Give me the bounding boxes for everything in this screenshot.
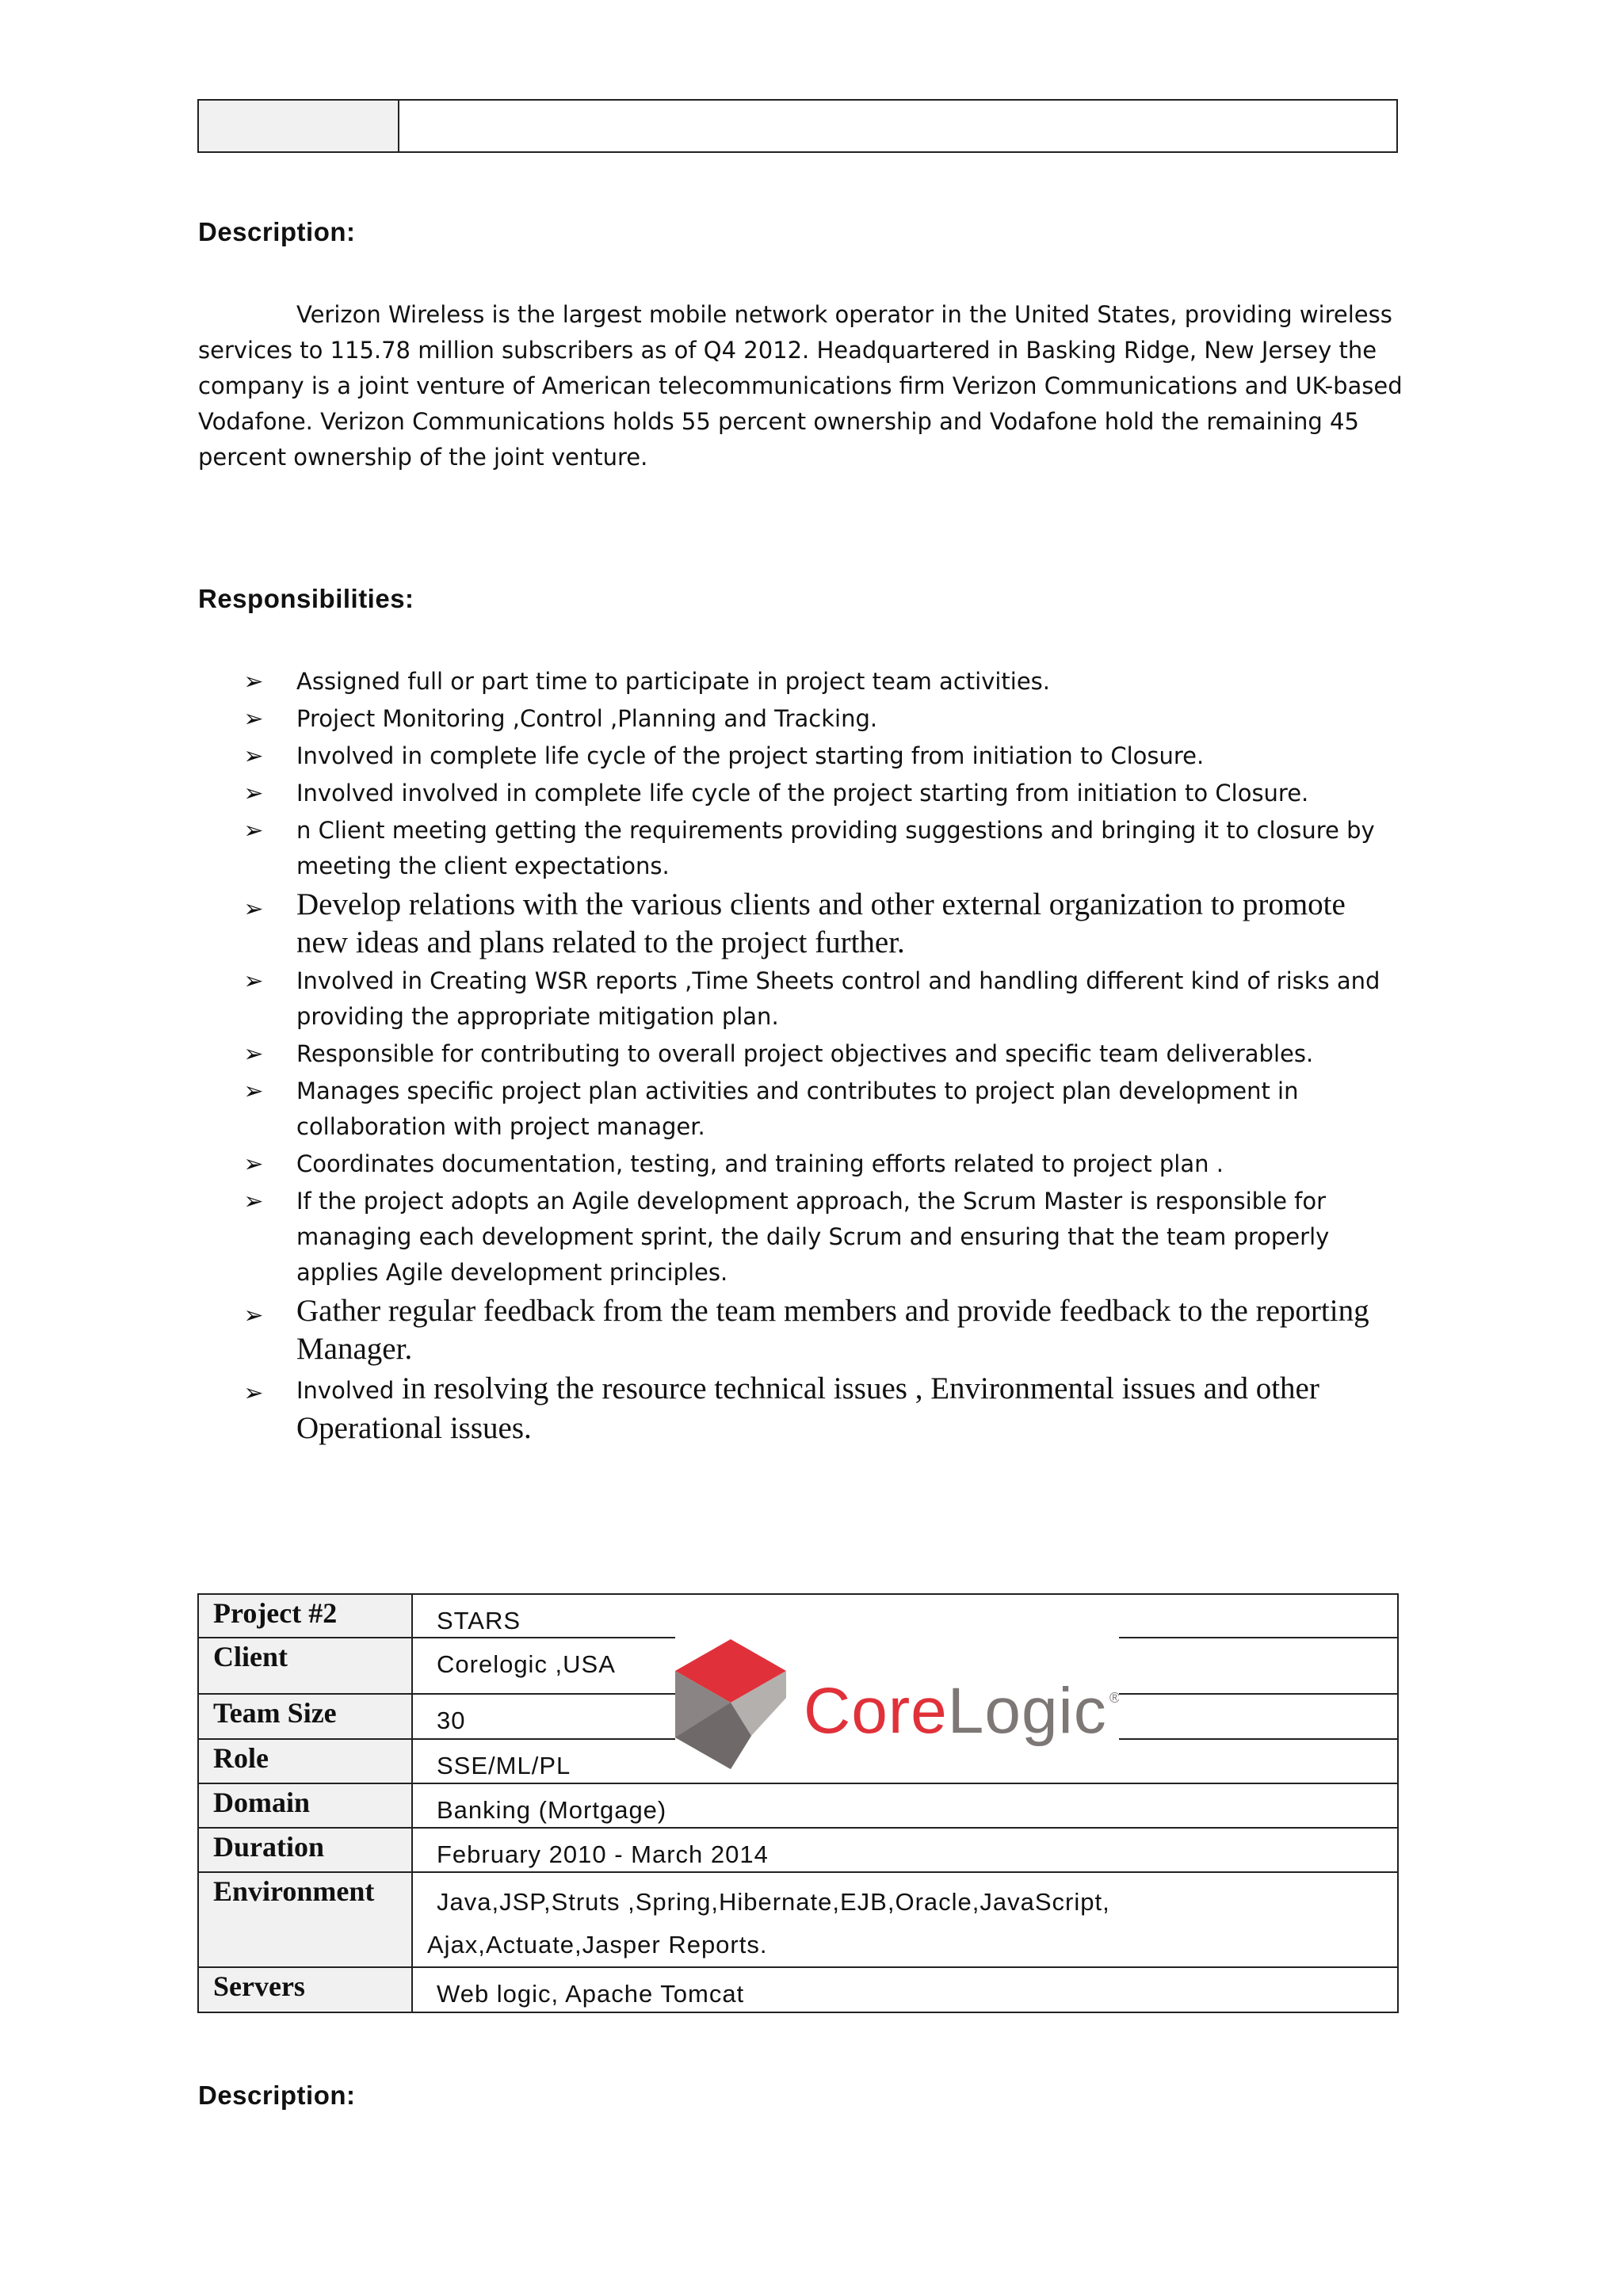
list-item-text: n Client meeting getting the requirements providing suggestions and bringing it to closure by meeting the client expectations.: [296, 817, 1375, 879]
list-item: [242, 886, 1399, 962]
list-item-text: Involved in complete life cycle of the project starting from initiation to Closure.: [296, 742, 1205, 769]
list-item-text: Gather regular feedback from the team members and provide feedback to the reporting Manager.: [296, 1294, 1369, 1366]
project-label: Project #2: [198, 1594, 412, 1638]
project-value: STARS: [412, 1594, 1398, 1638]
top-table-label-cell: [199, 101, 399, 151]
list-item: [242, 813, 1399, 884]
logo-wordmark: [804, 1675, 1107, 1747]
arrow-bullet-icon: ➢: [243, 1302, 264, 1329]
duration-value: February 2010 - March 2014: [412, 1828, 1398, 1872]
list-item: [242, 738, 1399, 774]
corelogic-logo: [675, 1634, 1119, 1769]
servers-label: Servers: [198, 1967, 412, 2012]
table-row: [198, 1783, 1398, 1828]
arrow-bullet-icon: ➢: [243, 1040, 264, 1068]
role-value: SSE/ML/PL: [412, 1739, 1398, 1783]
registered-mark-icon: ®: [1109, 1690, 1119, 1706]
list-item-text: Develop relations with the various clients and other external organization to promote new ideas and plans related to the project further.: [296, 887, 1346, 959]
corelogic-logo-image: [675, 1634, 1119, 1769]
table-row: [198, 1828, 1398, 1872]
list-item: [242, 1184, 1399, 1291]
list-item: [242, 1074, 1399, 1145]
list-item-text-small: Involved: [296, 1377, 395, 1404]
table-row: [198, 1967, 1398, 2012]
list-item-text: Involved involved in complete life cycle of the project starting from initiation to Closure.: [296, 780, 1309, 807]
arrow-bullet-icon: ➢: [243, 705, 264, 733]
list-item-text: Responsible for contributing to overall project objectives and specific team deliverables.: [296, 1040, 1314, 1067]
client-label: Client: [198, 1638, 412, 1694]
list-item: [242, 701, 1399, 737]
list-item-text: If the project adopts an Agile development approach, the Scrum Master is responsible for managing each development sprint, the daily Scrum and ensuring that the team properly applies Agile development principles.: [296, 1188, 1330, 1286]
arrow-bullet-icon: ➢: [243, 895, 264, 923]
top-table-value-cell: [399, 101, 1396, 151]
top-table-fragment: [197, 99, 1398, 153]
domain-value: Banking (Mortgage): [412, 1783, 1398, 1828]
environment-line-2: Ajax,Actuate,Jasper Reports.: [427, 1931, 768, 1958]
client-value: Corelogic ,USA: [412, 1638, 1398, 1694]
list-item: [242, 664, 1399, 700]
environment-label: Environment: [198, 1872, 412, 1967]
arrow-bullet-icon: ➢: [243, 780, 264, 807]
arrow-bullet-icon: ➢: [243, 1150, 264, 1178]
arrow-bullet-icon: ➢: [243, 967, 264, 995]
duration-label: Duration: [198, 1828, 412, 1872]
list-item: [242, 1036, 1399, 1072]
table-row: [198, 1872, 1398, 1967]
list-item: [242, 1292, 1399, 1368]
list-item-text: Project Monitoring ,Control ,Planning and Tracking.: [296, 705, 878, 732]
environment-value: [412, 1872, 1398, 1967]
domain-label: Domain: [198, 1783, 412, 1828]
arrow-bullet-icon: ➢: [243, 668, 264, 696]
environment-line-1: Java,JSP,Struts ,Spring,Hibernate,EJB,Oracle,JavaScript,: [437, 1888, 1110, 1916]
logo-word-logic: Logic: [947, 1675, 1107, 1747]
list-item-text: Manages specific project plan activities and contributes to project plan development in collaboration with project manager.: [296, 1077, 1299, 1140]
table-row: [198, 1594, 1398, 1638]
list-item: [242, 776, 1399, 811]
list-item-text: Involved in Creating WSR reports ,Time Sheets control and handling different kind of risks and providing the appropriate mitigation plan.: [296, 967, 1381, 1030]
description-heading: Description:: [198, 217, 356, 246]
description-text: Verizon Wireless is the largest mobile network operator in the United States, providing wireless services to 115.78 million subscribers as of Q4 2012. Headquartered in Basking Ridge, New Jersey the company is a joint venture of American telecommunications firm Verizon Communications and UK-based Vodafone. Verizon Communications holds 55 percent ownership and Vodafone hold the remaining 45 percent ownership of the joint venture.: [198, 301, 1403, 471]
arrow-bullet-icon: ➢: [243, 742, 264, 770]
list-item: [242, 1370, 1399, 1447]
list-item: [242, 1146, 1399, 1182]
logo-word-core: Core: [804, 1675, 948, 1747]
description-paragraph: [198, 297, 1403, 475]
arrow-bullet-icon: ➢: [243, 1379, 264, 1407]
responsibilities-list: [242, 664, 1399, 1449]
team-size-value: 30: [412, 1694, 1398, 1739]
servers-value: Web logic, Apache Tomcat: [412, 1967, 1398, 2012]
list-item: [242, 963, 1399, 1035]
arrow-bullet-icon: ➢: [243, 1188, 264, 1215]
description-heading-2: Description:: [198, 2081, 356, 2110]
list-item-text: Coordinates documentation, testing, and training efforts related to project plan .: [296, 1150, 1224, 1177]
responsibilities-heading: Responsibilities:: [198, 584, 414, 613]
list-item-text: in resolving the resource technical issues , Environmental issues and other Operational issues.: [296, 1371, 1319, 1445]
list-item-text: Assigned full or part time to participate in project team activities.: [296, 668, 1051, 695]
team-size-label: Team Size: [198, 1694, 412, 1739]
role-label: Role: [198, 1739, 412, 1783]
arrow-bullet-icon: ➢: [243, 1077, 264, 1105]
arrow-bullet-icon: ➢: [243, 817, 264, 845]
